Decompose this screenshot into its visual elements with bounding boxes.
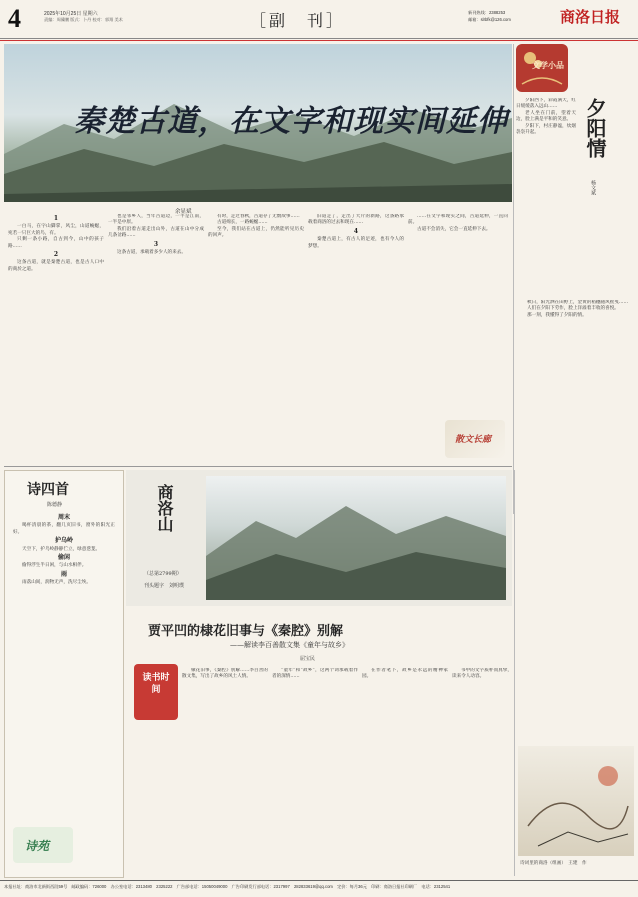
main-paragraph: 有时，走过春秋，古道存了无数故事……: [217, 214, 300, 219]
page-number: 4: [8, 4, 21, 33]
main-paragraph: 这条古道，承载着多少人的来去。: [117, 250, 186, 256]
main-article-col2: [108, 214, 204, 462]
main-article-col4: [308, 214, 404, 462]
poem-title: 雨: [60, 570, 67, 578]
header-editors: 责编：周骥鹏 版式：卜丹 校对：郭翔 美术: [44, 17, 123, 22]
main-paragraph: 至今，我们站在古道上，仍然能听见历史的回声。: [208, 226, 304, 239]
lower-paragraph: 棣花旧事，《秦腔》别解……李百善的散文集，写出了故乡的风土人情。: [182, 668, 268, 680]
lower-article-col2: [272, 668, 358, 868]
photo-section: [126, 470, 512, 606]
essay-corridor-label: 散文长廊: [455, 435, 492, 445]
footer-info: 本报社址：商洛市北新街西段59号 邮政编码：726000 办公室电话：2313480 2325222 广告部电话：15050049000 广告印刷发行部电话：2317997 282833619@qq.com 定价：每月36元 印刷：商洛日报社印刷厂 电话：2312541: [4, 884, 451, 889]
main-paragraph: 旧道走了，走出了大片的新路，这条路承载着商洛的过去和现在……: [308, 214, 404, 226]
lower-article-col4: [452, 668, 512, 868]
right-top-author: 杨文斌: [590, 180, 596, 195]
mountain-photo-image: [206, 476, 506, 600]
photo-title: 商洛山: [155, 484, 174, 532]
right-top-paragraph: 老人坐在门前，望着天边，脸上满是平和的笑意。: [516, 110, 576, 123]
poem-title: 护乌岭: [54, 537, 73, 545]
poem-lines: 雨落山间，润物无声，洗尽尘埃。: [22, 580, 91, 586]
poem-lines: 偷得浮生半日闲，与山水相伴。: [22, 563, 87, 569]
main-banner: [4, 44, 512, 202]
right-top-paragraph: 夕阳西下，彩霞满天，红日缓缓落入远山……: [516, 98, 576, 110]
lower-article-title: 贾平凹的棣花旧事与《秦腔》别解: [148, 624, 344, 639]
photo-credit: 刊头题字 刘明璞: [144, 583, 185, 589]
main-paragraph: 古道绵长，一路蜿蜒……: [217, 220, 268, 226]
poems-title: 诗四首: [27, 482, 69, 498]
right-bottom-paragraph: 秋日，阳光洒在田野上，金黄的稻穗随风摇曳……: [527, 300, 629, 305]
poem-block: [13, 513, 115, 813]
section-number: 3: [153, 240, 159, 248]
lower-article-subtitle: ——解读李百善散文集《童年与故乡》: [230, 641, 349, 649]
right-top-title: 夕阳情: [583, 98, 607, 158]
header-divider-red: [0, 40, 638, 41]
footer-divider: [0, 880, 638, 881]
main-paragraph: 古道不会消失，它会一直延伸下去。: [417, 226, 491, 232]
section-title: ［副 刊］: [250, 11, 346, 30]
poetry-garden-badge: [13, 827, 73, 863]
section-number: 4: [353, 227, 359, 235]
lower-article-col3: [362, 668, 448, 868]
painting-caption: 诗词里的商洛（组画） 王建 作: [520, 861, 587, 866]
poem-title: 偷闲: [57, 554, 70, 562]
essay-corridor-badge: [445, 420, 505, 458]
poem-lines: 喝杯清晨的茶，翻几页旧书，窗外的阳光正好。: [13, 523, 115, 535]
column-label: 文学小品: [532, 60, 564, 70]
main-article-author: 余显斌: [175, 209, 192, 215]
poetry-garden-label: 诗苑: [25, 839, 50, 853]
lower-paragraph: “童年”和“故乡”，这两个词承载着作者的深情……: [272, 668, 358, 680]
main-paragraph: ……在文字和现实之间，古道延伸，一直向前。: [408, 214, 508, 226]
email: 邮箱：slrbfk@126.com: [468, 17, 511, 22]
column-rule: [514, 470, 515, 876]
main-paragraph: 我们沿着古道走出山外，古道在山中分成几条岔路……: [108, 226, 204, 239]
painting-image: [518, 746, 634, 856]
section-number: 1: [53, 215, 59, 222]
poems-author: 陈德静: [47, 502, 63, 508]
paper-name-logo: 商洛日报: [560, 8, 621, 26]
poem-lines: 天空下，护乌岭静静伫立，绿意葱茏。: [22, 546, 101, 552]
right-bottom-paragraph: 人们在夕阳下劳作，脸上洋溢着丰收的喜悦。: [527, 306, 619, 312]
main-article-title: 秦楚古道，在文字和现实间延伸: [74, 104, 508, 139]
right-top-paragraph: 夕阳下，村庄静谧，炊烟袅袅升起。: [516, 123, 576, 136]
right-bottom-body: [518, 300, 634, 740]
main-article-col3: [208, 214, 304, 462]
main-paragraph: 一白马，在字山脚掌，风尘，山道蜿蜒，宛若一只巨大的鸟，有。: [8, 224, 104, 236]
main-paragraph: 只剩一条小路，自古到今，山中的孩子路……: [8, 237, 104, 249]
main-article-col5: [408, 214, 508, 384]
main-paragraph: 这条古道，就是秦楚古道，也是古人口中的商於之道。: [8, 260, 104, 272]
right-bottom-paragraph: 那一刻，我懂得了夕阳的情。: [527, 312, 587, 318]
poems-panel: [4, 470, 124, 878]
flower-column-badge: [516, 44, 568, 92]
reading-time-label: 读书时间: [142, 673, 170, 695]
right-top-body: [516, 98, 576, 278]
reading-time-badge: [134, 664, 178, 720]
photo-subtitle: （总第2799期）: [144, 571, 182, 577]
ink-painting-icon: [518, 746, 634, 856]
header-divider: [0, 38, 638, 39]
hotline: 新刊热线：2388253: [468, 10, 506, 15]
main-paragraph: 秦楚古道上，有古人的足迹，也有今人的梦想。: [308, 237, 404, 249]
section-number: 2: [53, 251, 59, 259]
column-rule: [513, 44, 514, 514]
lower-article-col1: [182, 668, 268, 868]
section-divider: [4, 466, 512, 467]
header: [0, 0, 638, 38]
main-paragraph: 也是邻乡人，当年古道边，一半是江南，一半是中原。: [108, 214, 204, 226]
lower-article-author: 屈宝民: [300, 656, 316, 662]
lower-paragraph: 在作者笔下，故乡是永远的精神家园。: [362, 668, 448, 680]
main-article-col1: [8, 214, 104, 462]
header-date: 2025年10月25日 星期六: [44, 11, 98, 17]
poem-title: 周末: [57, 514, 70, 521]
lower-paragraph: 书中的文字质朴而真挚，读来令人动容。: [452, 668, 512, 680]
